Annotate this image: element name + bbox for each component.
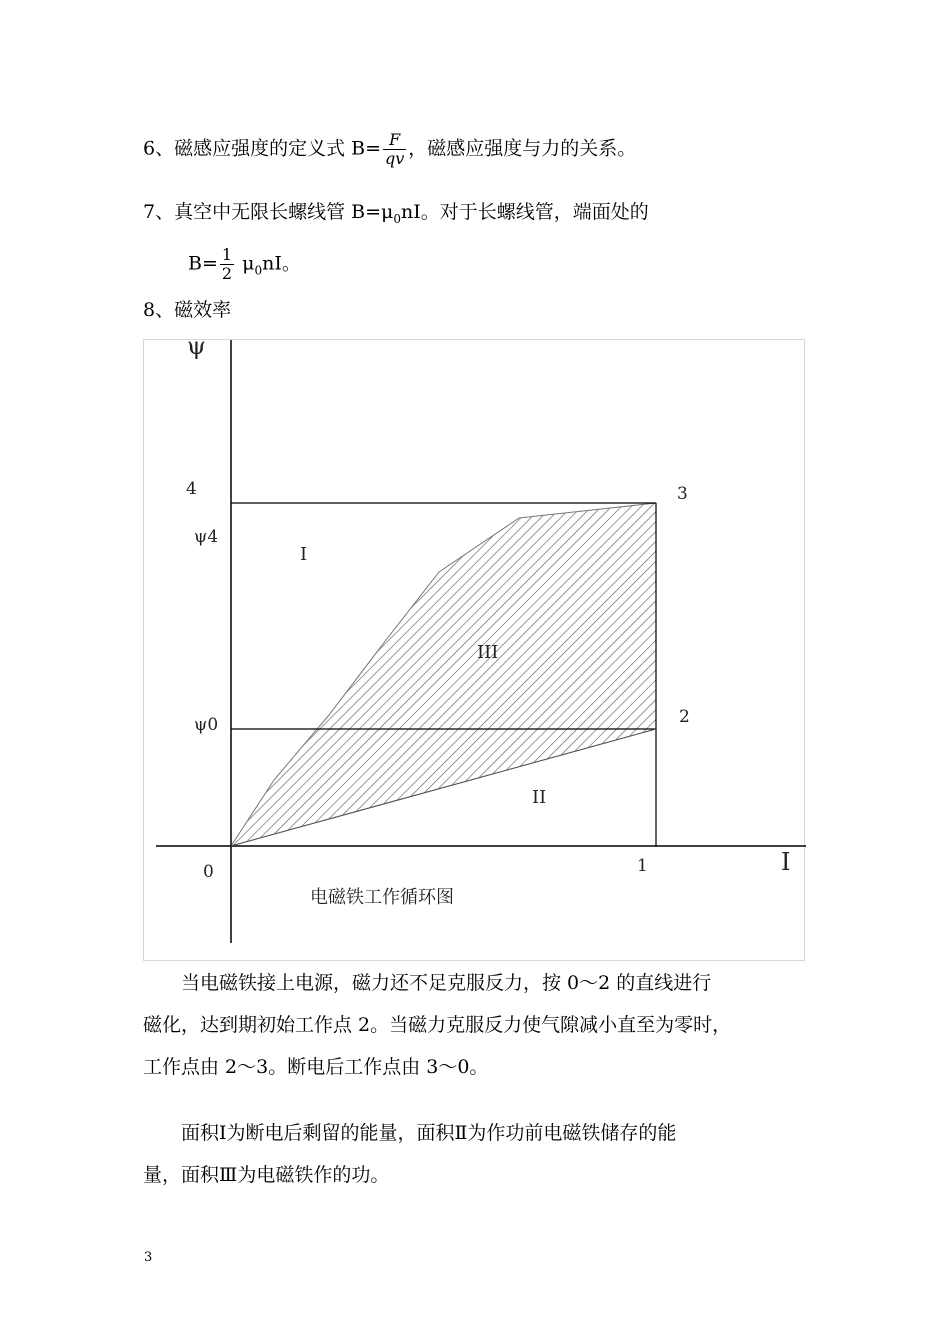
half-fraction xyxy=(220,246,234,283)
origin-label: 0 xyxy=(203,862,214,882)
item-6-prefix: 6、磁感应强度的定义式 B= xyxy=(143,137,382,160)
electromagnet-cycle-figure xyxy=(143,339,805,961)
item-7-b-equals: B= xyxy=(188,252,218,275)
cycle-diagram-svg xyxy=(144,340,806,962)
force-fraction xyxy=(383,131,406,168)
fraction-numerator: 1 xyxy=(221,245,233,264)
item-6-suffix: ，磁感应强度与力的关系。 xyxy=(408,137,637,160)
item-7-line-1 xyxy=(143,201,649,230)
mu-subscript: 0 xyxy=(393,211,401,226)
figure-caption: 电磁铁工作循环图 xyxy=(310,887,454,908)
fraction-denominator: qv xyxy=(385,149,405,168)
item-8-heading: 8、磁效率 xyxy=(143,299,232,321)
item-7-prefix: 7、真空中无限长螺线管 B=μ xyxy=(143,201,394,223)
x-axis-label: I xyxy=(781,848,791,876)
mu-subscript: 0 xyxy=(254,263,263,278)
label-psi0: ψ0 xyxy=(194,715,219,735)
paragraph-1-line: 当电磁铁接上电源，磁力还不足克服反力，按 0～2 的直线进行 xyxy=(143,972,712,994)
fraction-denominator: 2 xyxy=(221,264,233,283)
paragraph-2-line: 量，面积Ⅲ为电磁铁作的功。 xyxy=(143,1164,390,1186)
label-psi4: ψ4 xyxy=(194,527,219,547)
region-3-label: III xyxy=(477,642,499,663)
item-7-suffix: nI。对于长螺线管，端面处的 xyxy=(401,201,649,223)
mu-symbol: μ xyxy=(242,252,255,275)
region-1-label: I xyxy=(300,544,308,565)
label-1: 1 xyxy=(637,856,648,876)
paragraph-1-line: 磁化，达到期初始工作点 2。当磁力克服反力使气隙减小直至为零时， xyxy=(143,1014,732,1036)
label-4: 4 xyxy=(186,479,197,499)
page-number: 3 xyxy=(144,1250,153,1265)
label-3: 3 xyxy=(677,484,688,504)
paragraph-1 xyxy=(143,962,808,1088)
paragraph-1-line: 工作点由 2～3。断电后工作点由 3～0。 xyxy=(143,1056,489,1078)
paragraph-2 xyxy=(143,1112,808,1196)
label-2: 2 xyxy=(679,707,690,727)
y-axis-label: ψ xyxy=(187,340,206,360)
region-3-hatch xyxy=(231,503,656,846)
paragraph-2-line: 面积Ⅰ为断电后剩留的能量，面积Ⅱ为作功前电磁铁储存的能 xyxy=(143,1122,677,1144)
region-2-label: II xyxy=(532,787,547,808)
item-7-line-2 xyxy=(188,246,301,283)
item-7-line-2-suffix: nI。 xyxy=(262,252,301,275)
item-6 xyxy=(143,131,636,168)
fraction-numerator: F xyxy=(383,131,406,150)
